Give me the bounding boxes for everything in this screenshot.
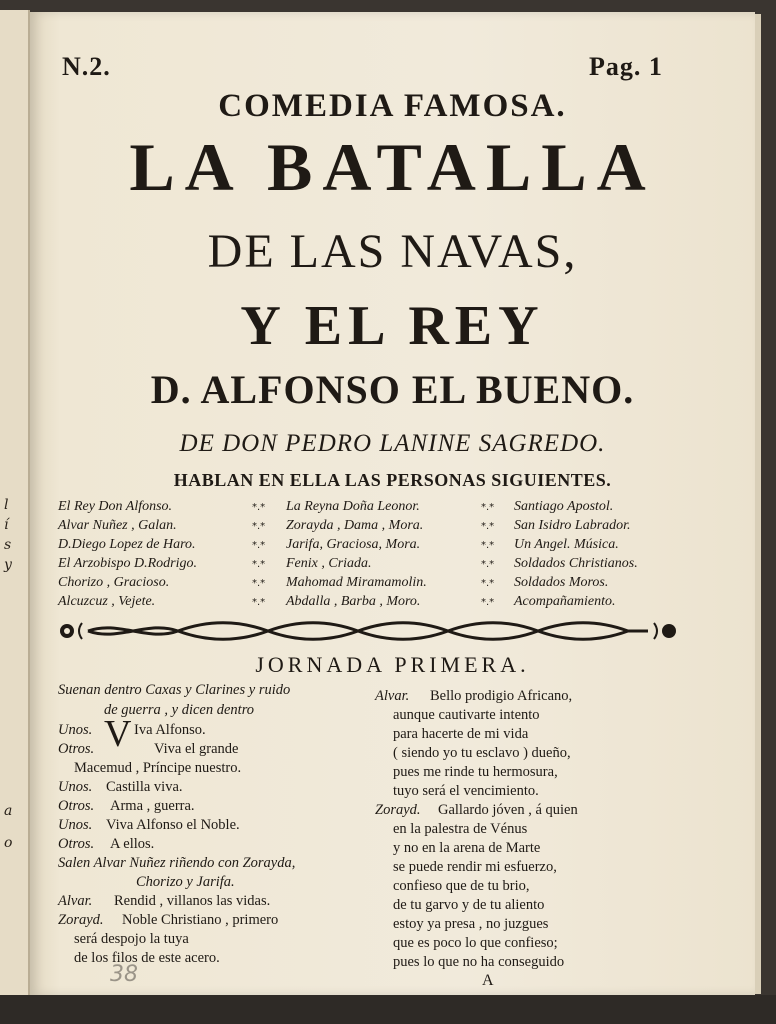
speaker-name: Alvar. <box>58 893 93 909</box>
signature-mark: A <box>482 972 494 989</box>
cast-member: Santiago Apostol. <box>514 499 614 514</box>
cast-member: Chorizo , Gracioso. <box>58 575 170 590</box>
title-line-3: Y EL REY <box>240 295 545 357</box>
cast-member: El Rey Don Alfonso. <box>58 499 173 514</box>
cast-separator: *.* <box>481 559 495 570</box>
cast-member: Zorayda , Dama , Mora. <box>286 518 424 533</box>
pencil-annotation: 38 <box>110 962 138 987</box>
cast-member: D.Diego Lopez de Haro. <box>58 537 196 552</box>
verse-line: Arma , guerra. <box>110 798 195 814</box>
author-line: DE DON PEDRO LANINE SAGREDO. <box>179 430 606 457</box>
ornamental-divider <box>58 618 678 644</box>
cast-separator: *.* <box>252 597 266 608</box>
verse-line: tuyo será el vencimiento. <box>393 783 539 799</box>
speaker-name: Zorayd. <box>375 802 421 818</box>
verse-line: Gallardo jóven , á quien <box>438 802 578 818</box>
act-heading: JORNADA PRIMERA. <box>255 652 530 677</box>
cast-member: Mahomad Miramamolin. <box>286 575 427 590</box>
speaker-name: Unos. <box>58 779 93 795</box>
verse-line: Viva el grande <box>154 741 239 757</box>
cast-member: Alvar Nuñez , Galan. <box>58 518 177 533</box>
page-label: Pag. 1 <box>589 52 663 81</box>
left-page-fragment: s <box>4 537 12 553</box>
verse-line: aunque cautivarte intento <box>393 707 540 723</box>
speaker-name: Zorayd. <box>58 912 104 928</box>
verse-line: Rendid , villanos las vidas. <box>114 893 271 909</box>
verse-line: estoy ya presa , no juzgues <box>393 916 549 932</box>
verse-line: pues lo que no ha conseguido <box>393 954 565 970</box>
cast-member: Un Angel. Música. <box>514 537 619 552</box>
cast-separator: *.* <box>252 540 266 551</box>
cast-separator: *.* <box>481 502 495 513</box>
page-edge <box>755 14 761 994</box>
cast-member: Abdalla , Barba , Moro. <box>286 594 421 609</box>
left-page-fragment: y <box>4 557 12 573</box>
verse-line: pues me rinde tu hermosura, <box>393 764 558 780</box>
speaker-name: Unos. <box>58 722 93 738</box>
verse-line: Bello prodigio Africano, <box>430 688 573 704</box>
left-page-fragment: í <box>4 517 9 533</box>
left-page-fragment: a <box>4 803 13 819</box>
book-page <box>30 12 755 995</box>
stage-direction: Chorizo y Jarifa. <box>136 874 235 890</box>
background-strip <box>0 995 776 1024</box>
title-line-2: DE LAS NAVAS, <box>207 225 578 278</box>
stage-direction: Salen Alvar Nuñez riñendo con Zorayda, <box>58 855 296 871</box>
page-number-label: N.2. <box>62 52 111 81</box>
cast-member: Soldados Moros. <box>514 575 609 590</box>
cast-member: Fenix , Criada. <box>286 556 372 571</box>
verse-line: se puede rendir mi esfuerzo, <box>393 859 557 875</box>
verse-line: para hacerte de mi vida <box>393 726 529 742</box>
verse-line: Macemud , Príncipe nuestro. <box>74 760 242 776</box>
left-page-fragment: o <box>4 835 13 851</box>
cast-member: Jarifa, Graciosa, Mora. <box>286 537 421 552</box>
speaker-name: Unos. <box>58 817 93 833</box>
verse-line: Castilla viva. <box>106 779 183 795</box>
title-line-1: LA BATALLA <box>129 129 656 205</box>
cast-separator: *.* <box>481 578 495 589</box>
verse-line: A ellos. <box>110 836 155 852</box>
cast-separator: *.* <box>252 559 266 570</box>
left-page-fragment: l <box>4 497 9 513</box>
verse-line: será despojo la tuya <box>74 931 189 947</box>
cast-heading: HABLAN EN ELLA LAS PERSONAS SIGUIENTES. <box>173 470 612 490</box>
stage-direction: de guerra , y dicen dentro <box>104 702 255 718</box>
cast-member: Soldados Christianos. <box>514 556 638 571</box>
title-kicker: COMEDIA FAMOSA. <box>218 88 567 124</box>
cast-separator: *.* <box>481 521 495 532</box>
verse-line: ( siendo yo tu esclavo ) dueño, <box>393 745 571 761</box>
speaker-name: Otros. <box>58 836 95 852</box>
cast-separator: *.* <box>252 502 266 513</box>
speaker-name: Alvar. <box>375 688 410 704</box>
verse-line: Noble Christiano , primero <box>122 912 279 928</box>
cast-separator: *.* <box>252 578 266 589</box>
cast-separator: *.* <box>481 540 495 551</box>
drop-cap: V <box>104 713 132 755</box>
verse-line: confieso que de tu brio, <box>393 878 530 894</box>
verse-line: de tu garvo y de tu aliento <box>393 897 545 913</box>
cast-member: Alcuzcuz , Vejete. <box>58 594 156 609</box>
verse-line: de los filos de este acero. <box>74 950 220 966</box>
cast-member: Acompañamiento. <box>514 594 616 609</box>
speaker-name: Otros. <box>58 798 95 814</box>
cast-member: El Arzobispo D.Rodrigo. <box>58 556 197 571</box>
speaker-name: Otros. <box>58 741 95 757</box>
verse-line: Iva Alfonso. <box>134 722 206 738</box>
cast-member: San Isidro Labrador. <box>514 518 631 533</box>
stage-direction: Suenan dentro Caxas y Clarines y ruido <box>58 682 291 698</box>
cast-separator: *.* <box>481 597 495 608</box>
verse-line: y no en la arena de Marte <box>393 840 541 856</box>
verse-line: en la palestra de Vénus <box>393 821 528 837</box>
cast-member: La Reyna Doña Leonor. <box>286 499 420 514</box>
title-line-4: D. ALFONSO EL BUENO. <box>150 367 635 412</box>
cast-separator: *.* <box>252 521 266 532</box>
verse-line: Viva Alfonso el Noble. <box>106 817 240 833</box>
verse-line: que es poco lo que confieso; <box>393 935 558 951</box>
left-page-edge <box>0 10 30 995</box>
